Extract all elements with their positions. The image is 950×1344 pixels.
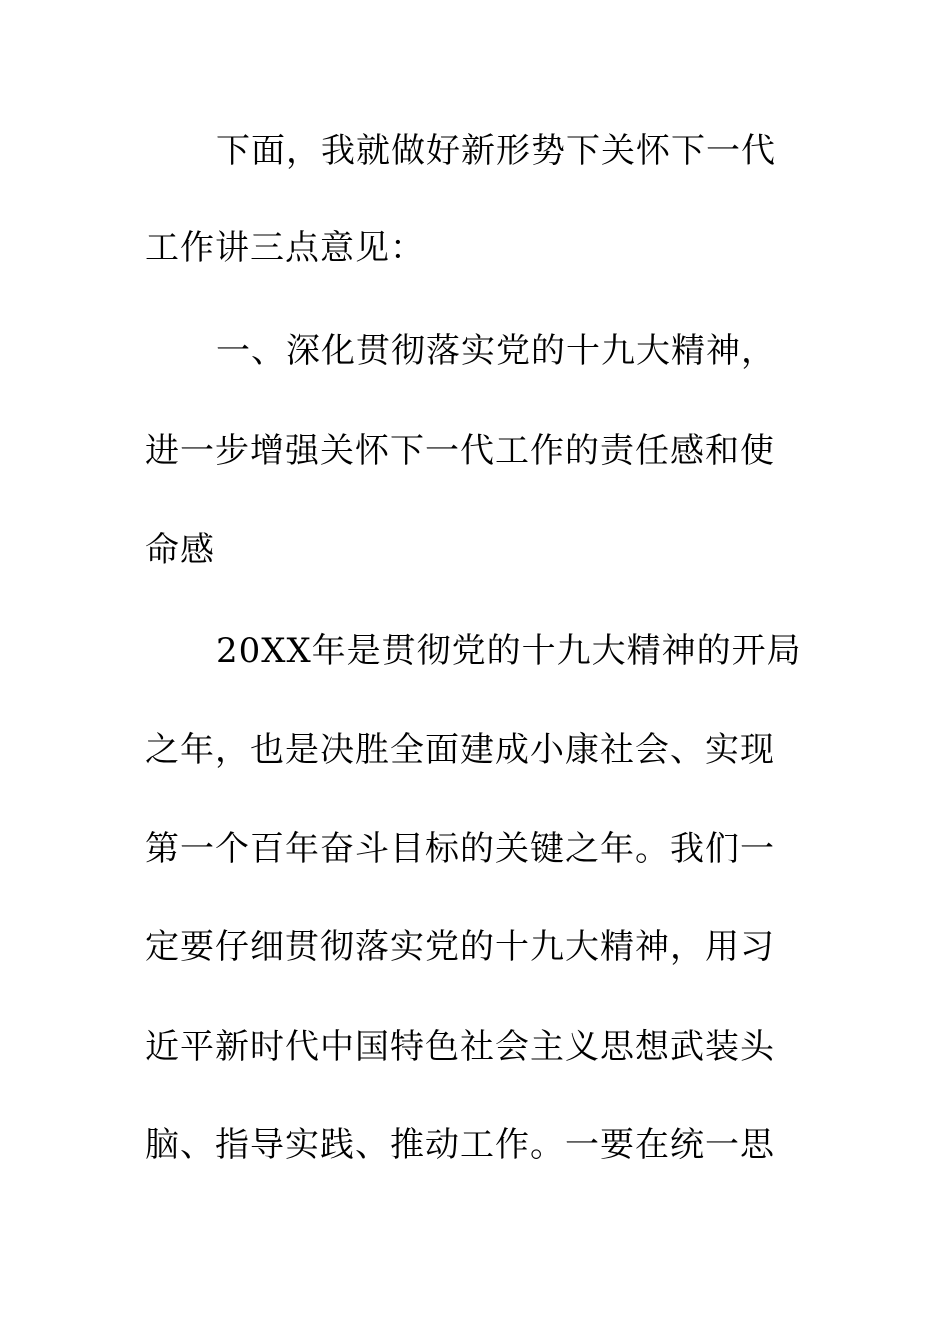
body-paragraph-line-1: 20XX年是贯彻党的十九大精神的开局 [216, 631, 802, 671]
body-paragraph-line-6: 脑、指导实践、推动工作。一要在统一思 [145, 1125, 775, 1165]
paragraph-intro-line-1: 下面，我就做好新形势下关怀下一代 [216, 131, 776, 171]
body-paragraph-line-2: 之年，也是决胜全面建成小康社会、实现 [145, 730, 775, 770]
section-heading-line-3: 命感 [145, 530, 215, 570]
section-heading-line-1: 一、深化贯彻落实党的十九大精神， [216, 331, 776, 371]
section-heading-line-2: 进一步增强关怀下一代工作的责任感和使 [145, 431, 775, 471]
body-paragraph-line-3: 第一个百年奋斗目标的关键之年。我们一 [145, 829, 775, 869]
body-paragraph-line-5: 近平新时代中国特色社会主义思想武装头 [145, 1027, 775, 1067]
paragraph-intro-line-2: 工作讲三点意见： [145, 228, 425, 268]
body-paragraph-line-4: 定要仔细贯彻落实党的十九大精神，用习 [145, 927, 775, 967]
